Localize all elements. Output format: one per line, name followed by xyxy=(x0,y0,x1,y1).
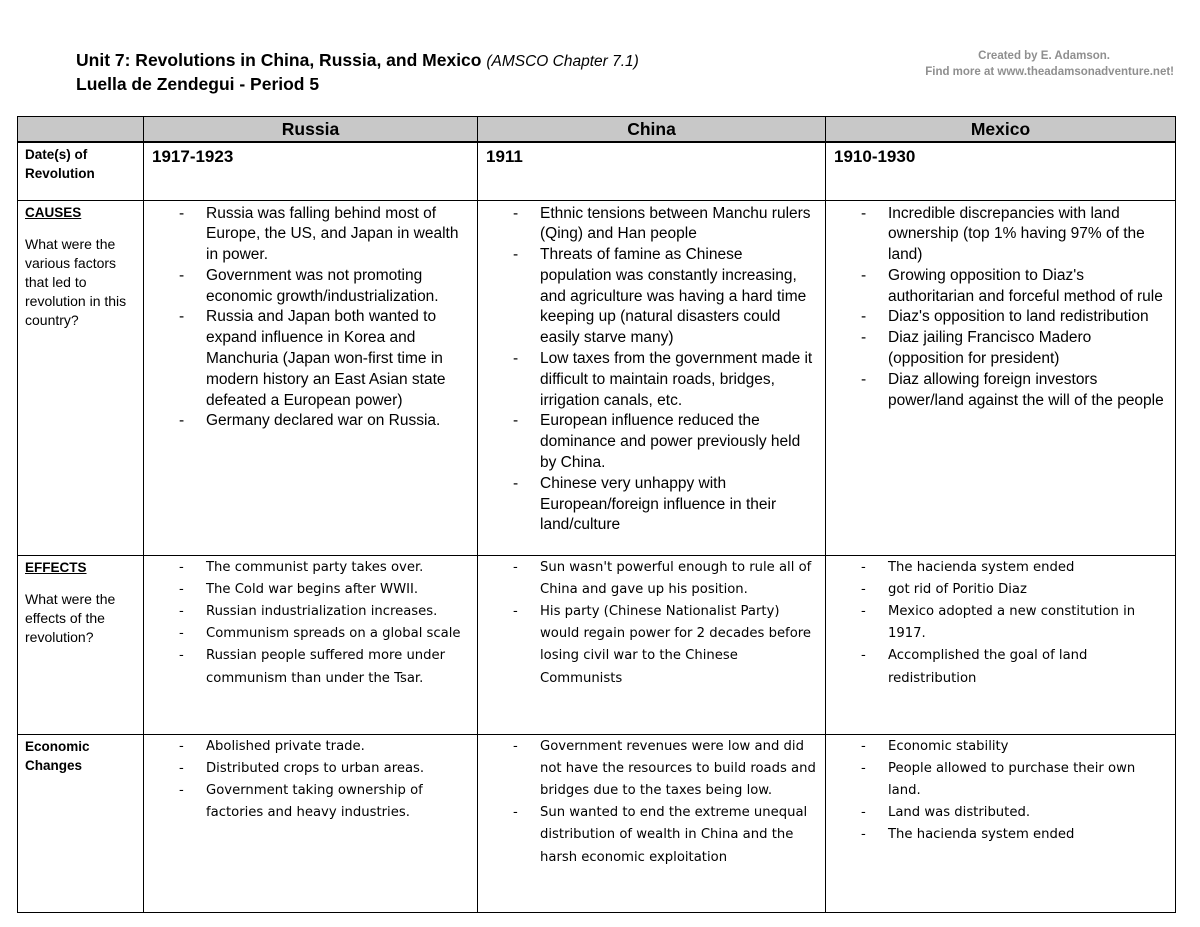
list-item: - Diaz allowing foreign investors power/land against the will of the people xyxy=(888,370,1167,412)
list-item: - Germany declared war on Russia. xyxy=(206,411,469,432)
author-line: Luella de Zendegui - Period 5 xyxy=(76,74,320,94)
list-item: - Diaz jailing Francisco Madero (opposition for president) xyxy=(888,328,1167,370)
causes-russia xyxy=(144,200,478,555)
credit-line-2: Find more at www.theadamsonadventure.net! xyxy=(925,66,1174,78)
list-item: - Abolished private trade. xyxy=(206,736,469,758)
list-item: - Land was distributed. xyxy=(888,802,1167,824)
list-item: - Incredible discrepancies with land ownership (top 1% having 97% of the land) xyxy=(888,204,1167,266)
list-item: - Government revenues were low and did not have the resources to build roads and bridges due to the taxes being low. xyxy=(540,736,817,803)
title-text: Unit 7: Revolutions in China, Russia, and Mexico xyxy=(76,50,482,70)
list-item: - Russian people suffered more under communism than under the Tsar. xyxy=(206,645,469,689)
list-item: - Growing opposition to Diaz's authoritarian and forceful method of rule xyxy=(888,266,1167,308)
dates-label: Date(s) of Revolution xyxy=(25,147,95,181)
causes-china xyxy=(478,200,826,555)
list-item: - got rid of Poritio Diaz xyxy=(888,579,1167,601)
effects-russia xyxy=(144,555,478,734)
list-item: - Sun wanted to end the extreme unequal distribution of wealth in China and the harsh economic exploitation xyxy=(540,802,817,869)
date-mexico: 1910-1930 xyxy=(826,142,1176,200)
list-item: - European influence reduced the dominance and power previously held by China. xyxy=(540,411,817,473)
economic-label-cell xyxy=(18,734,144,912)
economic-china xyxy=(478,734,826,912)
header-row xyxy=(18,117,1176,143)
economic-mexico xyxy=(826,734,1176,912)
header-corner xyxy=(18,117,144,143)
list-item: - Chinese very unhappy with European/foreign influence in their land/culture xyxy=(540,474,817,536)
list-item: - Russia was falling behind most of Europe, the US, and Japan in wealth in power. xyxy=(206,204,469,266)
list-item: - Communism spreads on a global scale xyxy=(206,623,469,645)
column-header-mexico: Mexico xyxy=(826,117,1176,143)
list-item: - Ethnic tensions between Manchu rulers (Qing) and Han people xyxy=(540,204,817,246)
list-item: - Economic stability xyxy=(888,736,1167,758)
dates-row xyxy=(18,142,1176,200)
list-item: - Sun wasn't powerful enough to rule all of China and gave up his position. xyxy=(540,557,817,601)
causes-label: CAUSES xyxy=(25,204,82,220)
list-item: - Mexico adopted a new constitution in 1917. xyxy=(888,601,1167,645)
list-item: - People allowed to purchase their own land. xyxy=(888,758,1167,802)
effects-china xyxy=(478,555,826,734)
causes-question: What were the various factors that led to revolution in this country? xyxy=(25,235,127,328)
effects-row xyxy=(18,555,1176,734)
list-item: - Government taking ownership of factories and heavy industries. xyxy=(206,780,469,824)
economic-row xyxy=(18,734,1176,912)
list-item: - Low taxes from the government made it difficult to maintain roads, bridges, irrigation canals, etc. xyxy=(540,349,817,411)
causes-row xyxy=(18,200,1176,555)
credit-line-1: Created by E. Adamson. xyxy=(978,50,1110,62)
column-header-china: China xyxy=(478,117,826,143)
date-china: 1911 xyxy=(478,142,826,200)
list-item: - The communist party takes over. xyxy=(206,557,469,579)
list-item: - The hacienda system ended xyxy=(888,557,1167,579)
credit-block xyxy=(925,48,1174,80)
economic-russia xyxy=(144,734,478,912)
effects-label-cell xyxy=(18,555,144,734)
causes-label-cell xyxy=(18,200,144,555)
dates-label-cell xyxy=(18,142,144,200)
list-item: - His party (Chinese Nationalist Party) would regain power for 2 decades before losing civil war to the Chinese Communists xyxy=(540,601,817,690)
list-item: - Accomplished the goal of land redistribution xyxy=(888,645,1167,689)
list-item: - Distributed crops to urban areas. xyxy=(206,758,469,780)
effects-label: EFFECTS xyxy=(25,559,87,575)
list-item: - Diaz's opposition to land redistribution xyxy=(888,307,1167,328)
list-item: - The Cold war begins after WWII. xyxy=(206,579,469,601)
causes-mexico xyxy=(826,200,1176,555)
list-item: - Russia and Japan both wanted to expand influence in Korea and Manchuria (Japan won-first time in modern history an East Asian state defeated a European power) xyxy=(206,307,469,411)
title-chapter: (AMSCO Chapter 7.1) xyxy=(486,53,639,70)
comparison-table xyxy=(17,116,1176,913)
list-item: - Threats of famine as Chinese population was constantly increasing, and agriculture was having a hard time keeping up (natural disasters could easily starve many) xyxy=(540,245,817,349)
title-block xyxy=(76,49,639,95)
list-item: - Government was not promoting economic growth/industrialization. xyxy=(206,266,469,308)
effects-question: What were the effects of the revolution? xyxy=(25,590,116,645)
list-item: - The hacienda system ended xyxy=(888,824,1167,846)
column-header-russia: Russia xyxy=(144,117,478,143)
economic-label: Economic Changes xyxy=(25,738,90,773)
effects-mexico xyxy=(826,555,1176,734)
list-item: - Russian industrialization increases. xyxy=(206,601,469,623)
date-russia: 1917-1923 xyxy=(144,142,478,200)
page-title xyxy=(76,49,639,73)
